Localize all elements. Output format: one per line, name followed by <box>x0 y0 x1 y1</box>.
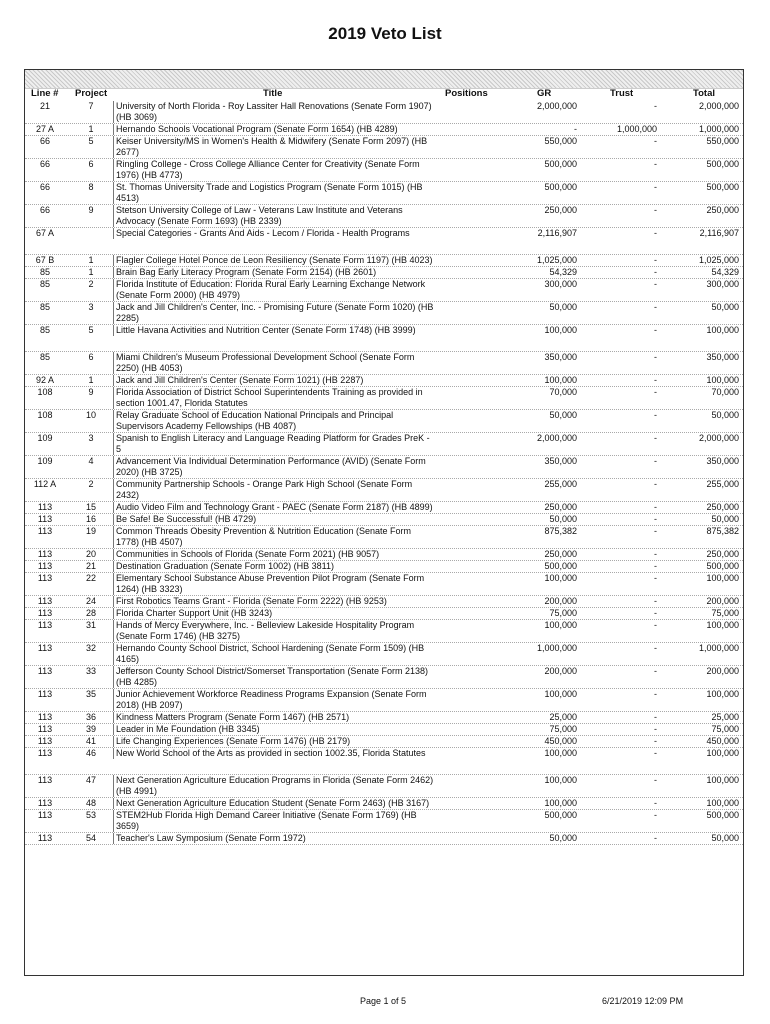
row-trust-amount: - <box>654 775 657 785</box>
row-line-number: 109 <box>37 433 53 443</box>
row-title: Common Threads Obesity Prevention & Nutrition Education (Senate Form 1778) (HB 4507) <box>113 526 436 548</box>
document-title: 2019 Veto List <box>328 24 442 43</box>
row-project-number: 1 <box>88 375 94 385</box>
row-gr-amount: 500,000 <box>544 182 577 192</box>
row-gr-amount: 100,000 <box>544 748 577 758</box>
row-total-amount: 100,000 <box>706 573 739 583</box>
row-line-number: 113 <box>37 833 53 843</box>
table-row <box>25 712 743 724</box>
row-gr-amount: 25,000 <box>549 712 577 722</box>
header-title: Title <box>263 88 283 99</box>
row-project-number: 5 <box>88 136 94 146</box>
row-line-number: 113 <box>37 712 53 722</box>
row-gr-amount: 75,000 <box>549 724 577 734</box>
table-row <box>25 136 743 159</box>
table-row <box>25 643 743 666</box>
row-gr-amount: 200,000 <box>544 596 577 606</box>
row-line-number: 67 B <box>35 255 55 265</box>
row-total-amount: 255,000 <box>706 479 739 489</box>
row-title: Next Generation Agriculture Education Programs in Florida (Senate Form 2462) (HB 4991) <box>113 775 436 797</box>
row-total-amount: 75,000 <box>711 724 739 734</box>
table-row <box>25 666 743 689</box>
row-gr-amount: 100,000 <box>544 620 577 630</box>
row-project-number: 1 <box>88 267 94 277</box>
row-trust-amount: - <box>654 267 657 277</box>
table-row <box>25 101 743 124</box>
row-project-number: 35 <box>85 689 96 699</box>
print-datetime: 6/21/2019 12:09 PM <box>602 996 684 1006</box>
row-trust-amount: - <box>654 101 657 111</box>
row-gr-amount: 500,000 <box>544 561 577 571</box>
header-total: Total <box>693 88 715 99</box>
row-project-number: 20 <box>85 549 96 559</box>
row-total-amount: 250,000 <box>706 549 739 559</box>
row-title: Junior Achievement Workforce Readiness Programs Expansion (Senate Form 2018) (HB 2097) <box>113 689 436 711</box>
row-title: Flagler College Hotel Ponce de Leon Resiliency (Senate Form 1197) (HB 4023) <box>113 255 436 266</box>
row-title: Community Partnership Schools - Orange Park High School (Senate Form 2432) <box>113 479 436 501</box>
row-title: Spanish to English Literacy and Language Reading Platform for Grades PreK - 5 <box>113 433 436 455</box>
row-total-amount: 350,000 <box>706 456 739 466</box>
row-line-number: 113 <box>37 514 53 524</box>
table-row <box>25 456 743 479</box>
table-row <box>25 724 743 736</box>
table-row <box>25 833 743 845</box>
row-title: Advancement Via Individual Determination Performance (AVID) (Senate Form 2020) (HB 3725) <box>113 456 436 478</box>
row-total-amount: 100,000 <box>706 620 739 630</box>
row-title: Teacher's Law Symposium (Senate Form 1972) <box>113 833 436 844</box>
row-line-number: 112 A <box>33 479 57 489</box>
row-line-number: 66 <box>39 205 50 215</box>
row-total-amount: 2,000,000 <box>698 433 739 443</box>
row-line-number: 113 <box>37 608 53 618</box>
row-total-amount: 70,000 <box>711 387 739 397</box>
row-line-number: 85 <box>39 279 50 289</box>
row-gr-amount: 500,000 <box>544 159 577 169</box>
row-line-number: 66 <box>39 182 50 192</box>
table-body <box>25 101 743 845</box>
row-project-number: 22 <box>85 573 96 583</box>
row-project-number: 7 <box>88 101 94 111</box>
row-title: Florida Association of District School Superintendents Training as provided in section 1001.47, Florida Statutes <box>113 387 436 409</box>
row-gr-amount: 100,000 <box>544 375 577 385</box>
table-row <box>25 620 743 643</box>
row-project-number: 3 <box>88 433 94 443</box>
row-trust-amount: - <box>654 352 657 362</box>
row-gr-amount: 250,000 <box>544 502 577 512</box>
row-trust-amount: - <box>654 159 657 169</box>
table-row <box>25 387 743 410</box>
row-total-amount: 100,000 <box>706 689 739 699</box>
row-trust-amount: - <box>654 387 657 397</box>
row-title: Communities in Schools of Florida (Senate Form 2021) (HB 9057) <box>113 549 436 560</box>
row-gr-amount: 500,000 <box>544 810 577 820</box>
header-line: Line # <box>31 88 59 99</box>
row-total-amount: 2,000,000 <box>698 101 739 111</box>
row-title: Life Changing Experiences (Senate Form 1476) (HB 2179) <box>113 736 436 747</box>
row-project-number: 47 <box>85 775 96 785</box>
row-trust-amount: - <box>654 561 657 571</box>
row-gr-amount: 2,000,000 <box>536 101 577 111</box>
row-gr-amount: 250,000 <box>544 205 577 215</box>
row-gr-amount: 100,000 <box>544 573 577 583</box>
row-gr-amount: 50,000 <box>549 410 577 420</box>
page-number: Page 1 of 5 <box>360 996 407 1006</box>
row-gr-amount: 75,000 <box>549 608 577 618</box>
row-project-number: 54 <box>85 833 96 843</box>
table-row <box>25 798 743 810</box>
table-row <box>25 255 743 267</box>
row-project-number: 21 <box>85 561 96 571</box>
row-trust-amount: - <box>654 526 657 536</box>
table-row <box>25 736 743 748</box>
row-title: University of North Florida - Roy Lassiter Hall Renovations (Senate Form 1907)(HB 3069) <box>113 101 436 123</box>
row-line-number: 85 <box>39 352 50 362</box>
row-project-number: 1 <box>88 255 94 265</box>
row-total-amount: 875,382 <box>706 526 739 536</box>
row-line-number: 113 <box>37 798 53 808</box>
row-trust-amount: - <box>654 205 657 215</box>
row-line-number: 113 <box>37 573 53 583</box>
table-row <box>25 302 743 325</box>
row-trust-amount: - <box>654 573 657 583</box>
table-row <box>25 410 743 433</box>
row-project-number: 10 <box>85 410 96 420</box>
row-title: Jefferson County School District/Somerset Transportation (Senate Form 2138) (HB 4285) <box>113 666 436 688</box>
row-total-amount: 1,000,000 <box>698 124 739 134</box>
table-row <box>25 228 743 255</box>
row-project-number: 9 <box>88 387 94 397</box>
table-row <box>25 352 743 375</box>
row-trust-amount: - <box>654 514 657 524</box>
row-total-amount: 50,000 <box>711 410 739 420</box>
row-line-number: 85 <box>39 267 50 277</box>
row-gr-amount: 50,000 <box>549 302 577 312</box>
row-total-amount: 1,025,000 <box>698 255 739 265</box>
table-header <box>25 88 743 101</box>
row-title: STEM2Hub Florida High Demand Career Initiative (Senate Form 1769) (HB 3659) <box>113 810 436 832</box>
table-row <box>25 748 743 775</box>
row-line-number: 67 A <box>35 228 55 238</box>
row-project-number: 15 <box>85 502 96 512</box>
row-project-number: 9 <box>88 205 94 215</box>
table-header-band <box>25 70 743 89</box>
row-project-number: 33 <box>85 666 96 676</box>
row-trust-amount: - <box>654 502 657 512</box>
row-gr-amount: - <box>574 124 577 134</box>
row-project-number: 36 <box>85 712 96 722</box>
row-title: Special Categories - Grants And Aids - Lecom / Florida - Health Programs <box>113 228 436 239</box>
row-title: Hernando County School District, School Hardening (Senate Form 1509) (HB 4165) <box>113 643 436 665</box>
row-gr-amount: 200,000 <box>544 666 577 676</box>
row-gr-amount: 70,000 <box>549 387 577 397</box>
row-project-number: 41 <box>85 736 96 746</box>
header-project: Project <box>75 88 108 99</box>
row-line-number: 113 <box>37 526 53 536</box>
row-title: Destination Graduation (Senate Form 1002) (HB 3811) <box>113 561 436 572</box>
row-project-number: 31 <box>85 620 96 630</box>
table-row <box>25 375 743 387</box>
row-trust-amount: - <box>654 748 657 758</box>
row-total-amount: 25,000 <box>711 712 739 722</box>
row-gr-amount: 450,000 <box>544 736 577 746</box>
table-row <box>25 279 743 302</box>
row-total-amount: 550,000 <box>706 136 739 146</box>
row-line-number: 27 A <box>35 124 55 134</box>
row-trust-amount: - <box>654 228 657 238</box>
row-trust-amount: - <box>654 666 657 676</box>
header-trust: Trust <box>610 88 634 99</box>
veto-table <box>24 69 744 976</box>
row-title: Hernando Schools Vocational Program (Senate Form 1654) (HB 4289) <box>113 124 436 135</box>
row-trust-amount: - <box>654 182 657 192</box>
row-gr-amount: 1,025,000 <box>536 255 577 265</box>
row-gr-amount: 350,000 <box>544 456 577 466</box>
row-line-number: 113 <box>37 620 53 630</box>
row-project-number: 2 <box>88 479 94 489</box>
row-total-amount: 100,000 <box>706 775 739 785</box>
row-gr-amount: 550,000 <box>544 136 577 146</box>
row-gr-amount: 2,000,000 <box>536 433 577 443</box>
row-trust-amount: - <box>654 279 657 289</box>
table-row <box>25 433 743 456</box>
row-gr-amount: 54,329 <box>549 267 577 277</box>
table-row <box>25 608 743 620</box>
row-line-number: 92 A <box>35 375 55 385</box>
table-row <box>25 573 743 596</box>
row-title: Little Havana Activities and Nutrition Center (Senate Form 1748) (HB 3999) <box>113 325 436 336</box>
row-line-number: 108 <box>37 410 53 420</box>
row-line-number: 85 <box>39 325 50 335</box>
row-total-amount: 75,000 <box>711 608 739 618</box>
row-total-amount: 300,000 <box>706 279 739 289</box>
row-title: Florida Charter Support Unit (HB 3243) <box>113 608 436 619</box>
table-row <box>25 325 743 352</box>
table-row <box>25 479 743 502</box>
row-total-amount: 200,000 <box>706 596 739 606</box>
row-gr-amount: 100,000 <box>544 775 577 785</box>
row-title: Kindness Matters Program (Senate Form 1467) (HB 2571) <box>113 712 436 723</box>
row-total-amount: 500,000 <box>706 810 739 820</box>
row-title: Ringling College - Cross College Alliance Center for Creativity (Senate Form 1976) (HB 4773) <box>113 159 436 181</box>
row-project-number: 19 <box>85 526 96 536</box>
table-row <box>25 549 743 561</box>
row-trust-amount: - <box>654 549 657 559</box>
row-trust-amount: - <box>654 255 657 265</box>
row-line-number: 113 <box>37 689 53 699</box>
row-trust-amount: - <box>654 798 657 808</box>
row-trust-amount: - <box>654 712 657 722</box>
row-line-number: 113 <box>37 666 53 676</box>
row-total-amount: 250,000 <box>706 502 739 512</box>
table-row <box>25 159 743 182</box>
row-title: Jack and Jill Children's Center (Senate Form 1021) (HB 2287) <box>113 375 436 386</box>
row-project-number: 2 <box>88 279 94 289</box>
row-project-number: 39 <box>85 724 96 734</box>
row-project-number: 32 <box>85 643 96 653</box>
table-row <box>25 689 743 712</box>
row-trust-amount: - <box>654 620 657 630</box>
row-trust-amount: - <box>654 479 657 489</box>
row-gr-amount: 100,000 <box>544 689 577 699</box>
row-total-amount: 100,000 <box>706 375 739 385</box>
row-total-amount: 350,000 <box>706 352 739 362</box>
row-gr-amount: 50,000 <box>549 514 577 524</box>
row-project-number: 46 <box>85 748 96 758</box>
row-project-number: 28 <box>85 608 96 618</box>
table-row <box>25 502 743 514</box>
row-total-amount: 50,000 <box>711 514 739 524</box>
row-gr-amount: 875,382 <box>544 526 577 536</box>
table-row <box>25 596 743 608</box>
row-title: Be Safe! Be Successful! (HB 4729) <box>113 514 436 525</box>
row-line-number: 113 <box>37 810 53 820</box>
table-row <box>25 182 743 205</box>
row-total-amount: 1,000,000 <box>698 643 739 653</box>
row-gr-amount: 2,116,907 <box>537 228 577 238</box>
row-total-amount: 50,000 <box>711 833 739 843</box>
row-trust-amount: - <box>654 643 657 653</box>
row-gr-amount: 350,000 <box>544 352 577 362</box>
row-gr-amount: 300,000 <box>544 279 577 289</box>
row-project-number: 8 <box>88 182 94 192</box>
row-project-number: 6 <box>88 352 94 362</box>
row-line-number: 109 <box>37 456 53 466</box>
table-row <box>25 775 743 798</box>
row-title: Audio Video Film and Technology Grant - PAEC (Senate Form 2187) (HB 4899) <box>113 502 436 513</box>
row-trust-amount: - <box>654 596 657 606</box>
row-gr-amount: 50,000 <box>549 833 577 843</box>
row-title: Brain Bag Early Literacy Program (Senate Form 2154) (HB 2601) <box>113 267 436 278</box>
row-line-number: 113 <box>37 775 53 785</box>
row-trust-amount: - <box>654 456 657 466</box>
row-line-number: 113 <box>37 502 53 512</box>
header-gr: GR <box>537 88 552 99</box>
row-total-amount: 500,000 <box>706 561 739 571</box>
row-total-amount: 2,116,907 <box>699 228 739 238</box>
row-total-amount: 500,000 <box>706 159 739 169</box>
row-trust-amount: - <box>654 689 657 699</box>
row-total-amount: 100,000 <box>706 798 739 808</box>
row-title: Jack and Jill Children's Center, Inc. - Promising Future (Senate Form 1020) (HB 2285) <box>113 302 436 324</box>
row-project-number: 1 <box>88 124 94 134</box>
row-project-number: 5 <box>88 325 94 335</box>
row-total-amount: 54,329 <box>711 267 739 277</box>
table-row <box>25 267 743 279</box>
row-total-amount: 100,000 <box>706 325 739 335</box>
row-line-number: 113 <box>37 736 53 746</box>
row-total-amount: 250,000 <box>706 205 739 215</box>
row-project-number: 4 <box>88 456 94 466</box>
row-total-amount: 500,000 <box>706 182 739 192</box>
row-line-number: 113 <box>37 549 53 559</box>
row-line-number: 108 <box>37 387 53 397</box>
row-gr-amount: 1,000,000 <box>536 643 577 653</box>
row-gr-amount: 100,000 <box>544 798 577 808</box>
table-row <box>25 526 743 549</box>
row-project-number: 48 <box>85 798 96 808</box>
row-trust-amount: - <box>654 433 657 443</box>
row-total-amount: 200,000 <box>706 666 739 676</box>
row-trust-amount: - <box>654 136 657 146</box>
table-row <box>25 810 743 833</box>
row-project-number: 6 <box>88 159 94 169</box>
row-title: Hands of Mercy Everywhere, Inc. - Belleview Lakeside Hospitality Program (Senate Form 1746) (HB 3275) <box>113 620 436 642</box>
row-title: New World School of the Arts as provided in section 1002.35, Florida Statutes <box>113 748 436 759</box>
row-line-number: 113 <box>37 561 53 571</box>
table-row <box>25 561 743 573</box>
row-trust-amount: 1,000,000 <box>616 124 657 134</box>
row-trust-amount: - <box>654 410 657 420</box>
row-total-amount: 50,000 <box>711 302 739 312</box>
row-title: Leader in Me Foundation (HB 3345) <box>113 724 436 735</box>
row-title: Keiser University/MS in Women's Health & Midwifery (Senate Form 2097) (HB 2677) <box>113 136 436 158</box>
row-line-number: 113 <box>37 643 53 653</box>
table-row <box>25 205 743 228</box>
row-line-number: 113 <box>37 748 53 758</box>
row-project-number: 3 <box>88 302 94 312</box>
row-title: Elementary School Substance Abuse Prevention Pilot Program (Senate Form 1264) (HB 3323) <box>113 573 436 595</box>
row-title: Miami Children's Museum Professional Development School (Senate Form 2250) (HB 4053) <box>113 352 436 374</box>
row-title: Stetson University College of Law - Veterans Law Institute and Veterans Advocacy (Senate Form 1693) (HB 2339) <box>113 205 436 227</box>
row-title: First Robotics Teams Grant - Florida (Senate Form 2222) (HB 9253) <box>113 596 436 607</box>
row-trust-amount: - <box>654 833 657 843</box>
row-trust-amount: - <box>654 736 657 746</box>
row-gr-amount: 255,000 <box>544 479 577 489</box>
row-line-number: 113 <box>37 596 53 606</box>
row-trust-amount: - <box>654 608 657 618</box>
row-line-number: 85 <box>39 302 50 312</box>
table-row <box>25 514 743 526</box>
row-trust-amount: - <box>654 302 657 312</box>
table-row <box>25 124 743 136</box>
row-trust-amount: - <box>654 810 657 820</box>
row-total-amount: 100,000 <box>706 748 739 758</box>
row-line-number: 21 <box>39 101 50 111</box>
row-line-number: 66 <box>39 136 50 146</box>
row-line-number: 66 <box>39 159 50 169</box>
header-positions: Positions <box>445 88 488 99</box>
row-gr-amount: 250,000 <box>544 549 577 559</box>
row-project-number: 16 <box>85 514 96 524</box>
row-title: St. Thomas University Trade and Logistics Program (Senate Form 1015) (HB 4513) <box>113 182 436 204</box>
row-title: Relay Graduate School of Education National Principals and Principal Supervisors Academy Fellowships (HB 4087) <box>113 410 436 432</box>
row-project-number: 24 <box>85 596 96 606</box>
row-line-number: 113 <box>37 724 53 734</box>
row-title: Next Generation Agriculture Education Student (Senate Form 2463) (HB 3167) <box>113 798 436 809</box>
row-gr-amount: 100,000 <box>544 325 577 335</box>
row-trust-amount: - <box>654 375 657 385</box>
row-total-amount: 450,000 <box>706 736 739 746</box>
row-trust-amount: - <box>654 724 657 734</box>
row-trust-amount: - <box>654 325 657 335</box>
row-title: Florida Institute of Education: Florida Rural Early Learning Exchange Network (Senate Form 2000) (HB 4979) <box>113 279 436 301</box>
row-project-number: 53 <box>85 810 96 820</box>
